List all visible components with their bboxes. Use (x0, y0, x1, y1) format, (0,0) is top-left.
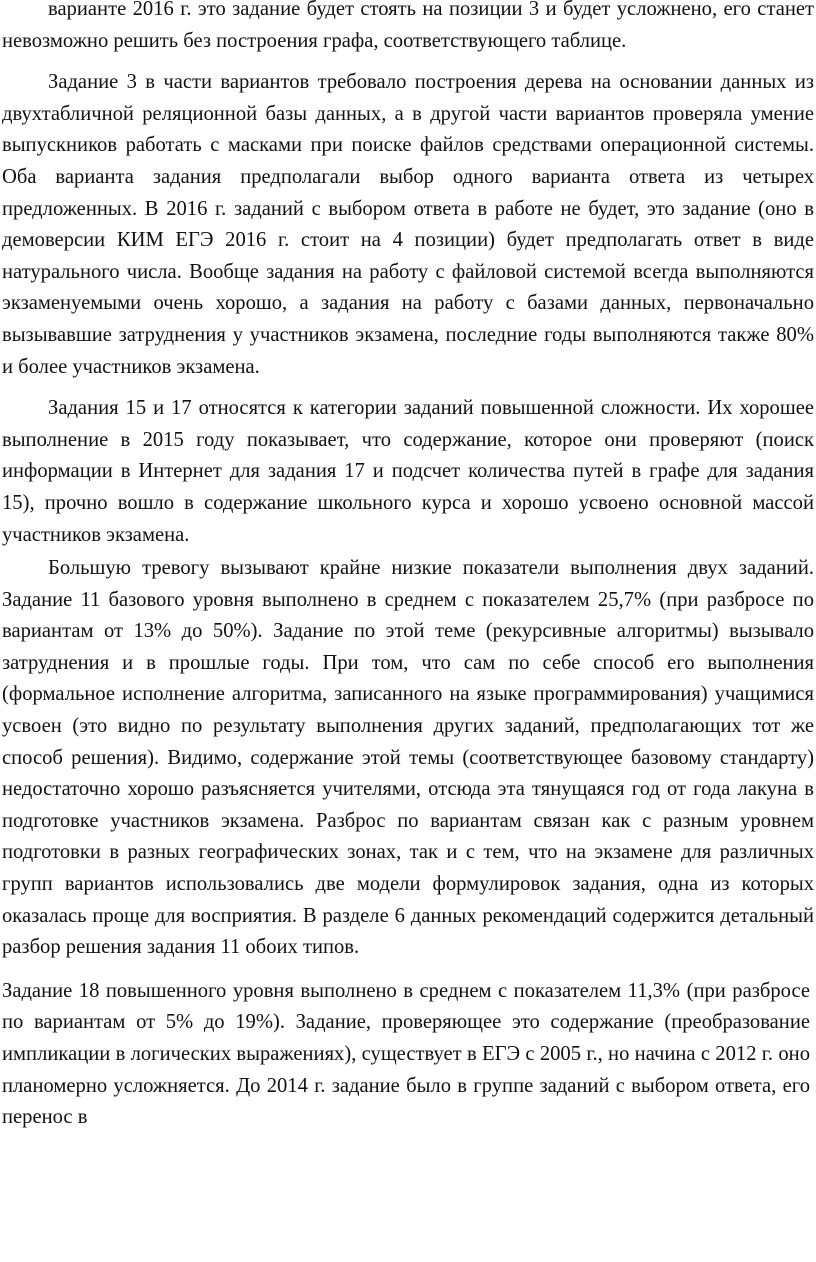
paragraph-3: Задания 15 и 17 относятся к категории заданий повышенной сложности. Их хорошее выполнение в 2015 году показывает, что содержание, которое они проверяют (поиск информации в Интернет для задания 17 и подсчет количества путей в графе для задания 15), прочно вошло в содержание школьного курса и хорошо усвоено основной массой участников экзамена. (2, 397, 814, 546)
paragraph-4: Большую тревогу вызывают крайне низкие показатели выполнения двух заданий. Задание 11 базового уровня выполнено в среднем с показателем 25,7% (при разбросе по вариантам от 13% до 50%). Задание по этой теме (рекурсивные алгоритмы) вызывало затруднения и в прошлые годы. При том, что сам по себе способ его выполнения (формальное исполнение алгоритма, записанного на языке программирования) учащимися усвоен (это видно по результату выполнения других заданий, предполагающих тот же способ решения). Видимо, содержание этой темы (соответствующее базовому стандарту) недостаточно хорошо разъясняется учителями, отсюда эта тянущаяся год от года лакуна в подготовке участников экзамена. Разброс по вариантам связан как с разным уровнем подготовки в разных географических зонах, так и с тем, что на экзамене для различных групп вариантов использовались две модели формулировок задания, одна из которых оказалась проще для восприятия. В разделе 6 данных рекомендаций содержится детальный разбор решения задания 11 обоих типов. (2, 557, 814, 959)
paragraph-1: варианте 2016 г. это задание будет стоять на позиции 3 и будет усложнено, его станет невозможно решить без построения графа, соответствующего таблице. (2, 0, 814, 52)
paragraph-2: Задание 3 в части вариантов требовало построения дерева на основании данных из двухтабличной реляционной базы данных, а в другой части вариантов проверяла умение выпускников работать с масками при поиске файлов средствами операционной системы. Оба варианта задания предполагали выбор одного варианта ответа из четырех предложенных. В 2016 г. заданий с выбором ответа в работе не будет, это задание (оно в демоверсии КИМ ЕГЭ 2016 г. стоит на 4 позиции) будет предполагать ответ в виде натурального числа. Вообще задания на работу с файловой системой всегда выполняются экзаменуемыми очень хорошо, а задания на работу с базами данных, первоначально вызывавшие затруднения у участников экзамена, последние годы выполняются также 80% и более участников экзамена. (2, 71, 814, 378)
paragraph-5: Задание 18 повышенного уровня выполнено в среднем с показателем 11,3% (при разбросе по вариантам от 5% до 19%). Задание, проверяющее это содержание (преобразование импликации в логических выражениях), существует в ЕГЭ с 2005 г., но начина с 2012 г. оно планомерно усложняется. До 2014 г. задание было в группе заданий с выбором ответа, его перенос в (2, 979, 810, 1129)
